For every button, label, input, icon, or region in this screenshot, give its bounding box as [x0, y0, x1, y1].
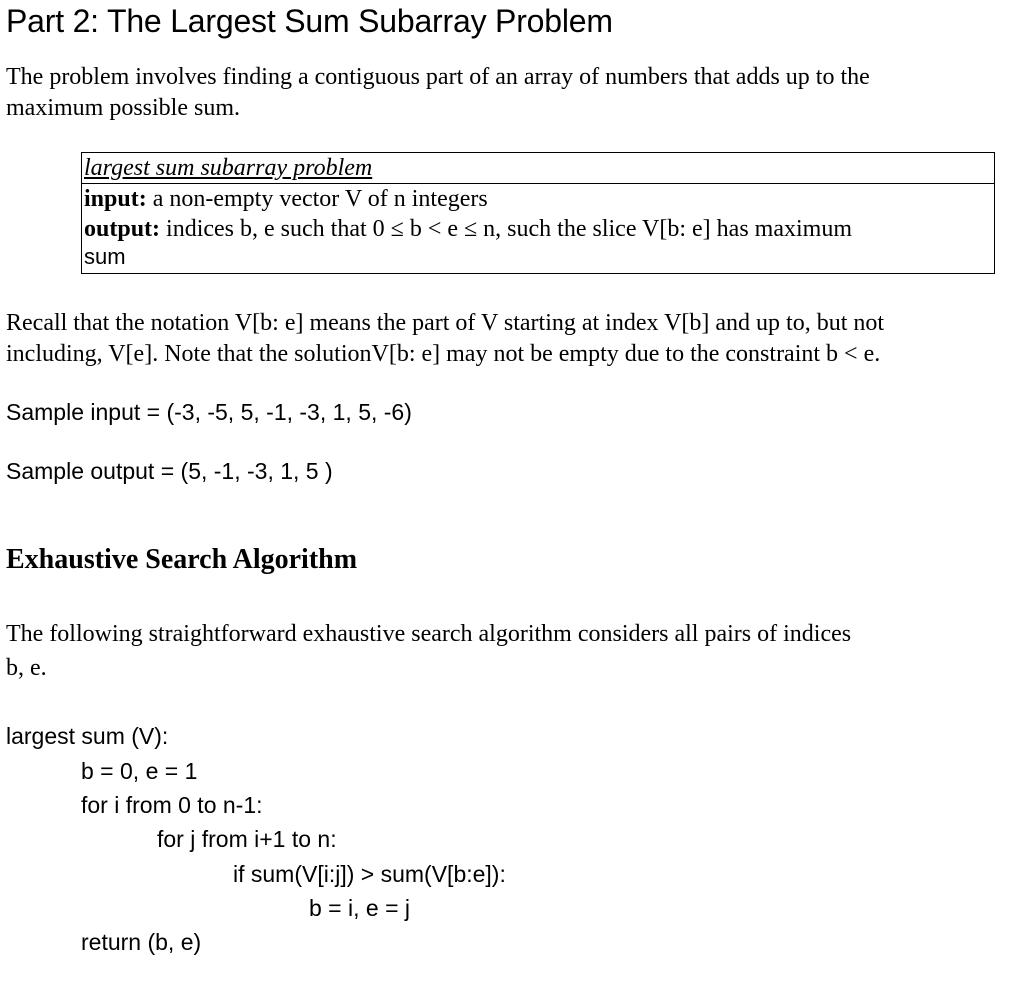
code-line-assign: b = i, e = j [309, 895, 411, 921]
sample-input: Sample input = (-3, -5, 5, -1, -3, 1, 5, -6) [6, 399, 412, 425]
code-line-init: b = 0, e = 1 [81, 758, 198, 784]
recall-line-1: Recall that the notation V[b: e] means the part of V starting at index V[b] and up to, but not [6, 310, 885, 336]
definition-output-continued: sum [84, 244, 126, 269]
definition-header: largest sum subarray problem [82, 153, 994, 184]
code-line-return: return (b, e) [81, 929, 202, 955]
code-line-condition: if sum(V[i:j]) > sum(V[b:e]): [233, 861, 506, 887]
section-text-line-1: The following straightforward exhaustive search algorithm considers all pairs of indices [6, 621, 852, 647]
intro-line-1: The problem involves finding a contiguous part of an array of numbers that adds up to the [6, 64, 870, 90]
recall-line-2: including, V[e]. Note that the solutionV[b: e] may not be empty due to the constraint b < e. [6, 341, 881, 367]
code-line-function: largest sum (V): [6, 723, 169, 749]
code-line-outer-loop: for i from 0 to n-1: [81, 792, 263, 818]
input-label: input: [84, 186, 147, 212]
definition-box [81, 152, 995, 274]
input-text: a non-empty vector V of n integers [146, 186, 488, 212]
code-line-inner-loop: for j from i+1 to n: [157, 826, 337, 852]
section-text-line-2: b, e. [6, 655, 47, 681]
intro-line-2: maximum possible sum. [6, 95, 240, 121]
section-title: Exhaustive Search Algorithm [6, 544, 358, 575]
definition-input [82, 184, 994, 214]
output-text: indices b, e such that 0 ≤ b < e ≤ n, such the slice V[b: e] has maximum [160, 216, 852, 242]
sample-output: Sample output = (5, -1, -3, 1, 5 ) [6, 458, 333, 484]
output-label: output: [84, 216, 161, 242]
definition-output [82, 214, 994, 244]
page-title: Part 2: The Largest Sum Subarray Problem [6, 3, 613, 39]
